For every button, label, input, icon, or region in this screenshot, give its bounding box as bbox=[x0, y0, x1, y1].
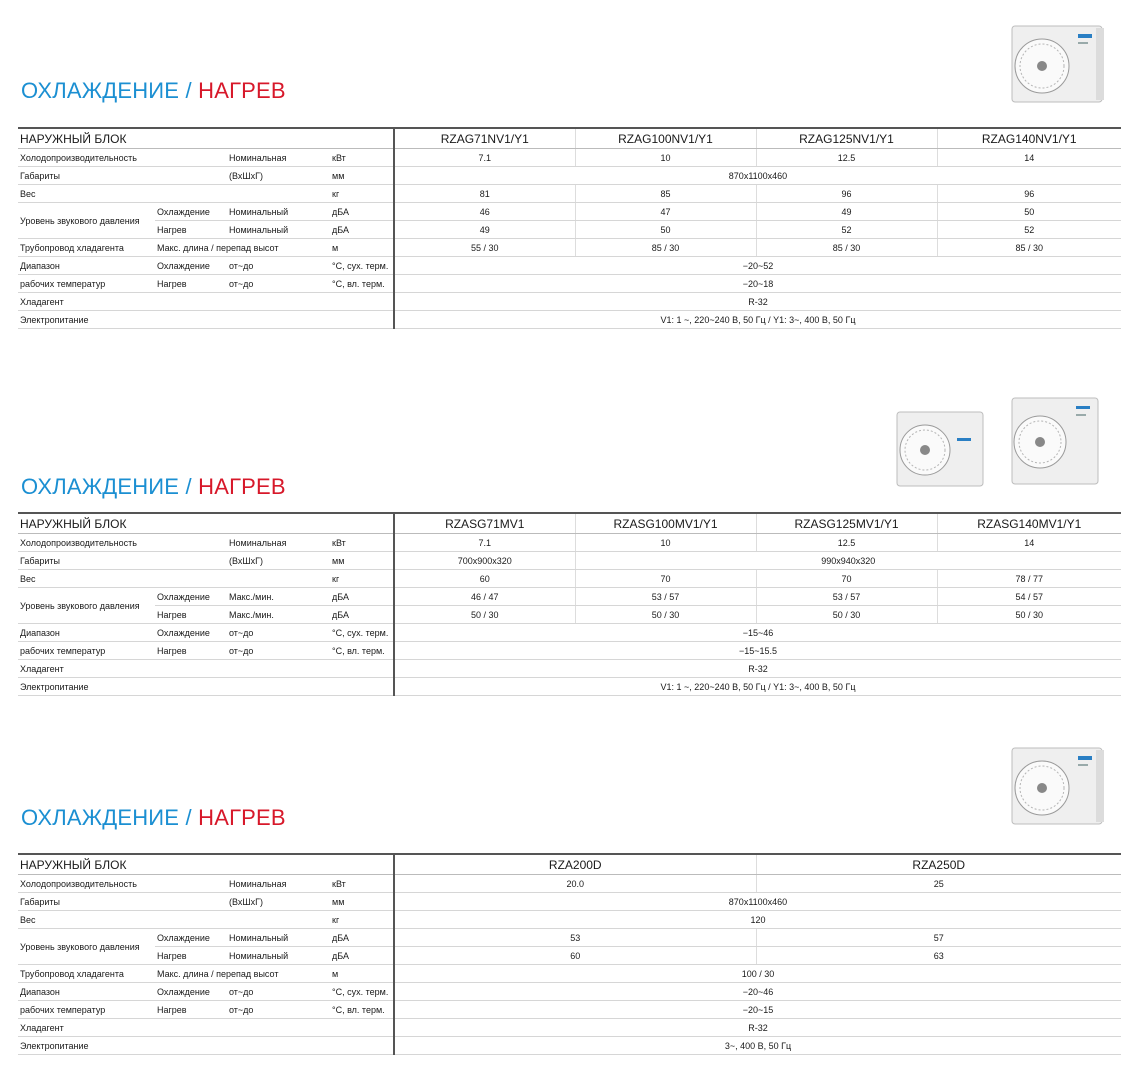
row-mode: Нагрев bbox=[155, 606, 227, 624]
cell-value: 63 bbox=[756, 947, 1121, 965]
cell-value: 870x1100x460 bbox=[394, 167, 1121, 185]
row-weight bbox=[18, 911, 1121, 929]
model-name: RZAG71NV1/Y1 bbox=[394, 128, 575, 149]
row-unit: °С, сух. терм. bbox=[330, 257, 394, 275]
row-label: Электропитание bbox=[18, 311, 394, 329]
row-label: Диапазон bbox=[18, 257, 155, 275]
cell-value: 85 bbox=[575, 185, 756, 203]
cell-value: 78 / 77 bbox=[937, 570, 1121, 588]
row-unit: м bbox=[330, 239, 394, 257]
cell-value: 52 bbox=[756, 221, 937, 239]
cell-value: 85 / 30 bbox=[756, 239, 937, 257]
row-label: Вес bbox=[18, 911, 330, 929]
row-piping bbox=[18, 965, 1121, 983]
row-unit: дБА bbox=[330, 203, 394, 221]
cell-value: 50 / 30 bbox=[937, 606, 1121, 624]
row-mode: Охлаждение bbox=[155, 257, 227, 275]
cell-value: 53 / 57 bbox=[756, 588, 937, 606]
cell-value: 50 bbox=[575, 221, 756, 239]
row-unit: мм bbox=[330, 167, 394, 185]
cell-value: 50 bbox=[937, 203, 1121, 221]
row-sublabel: от~до bbox=[227, 257, 330, 275]
row-refrigerant bbox=[18, 1019, 1121, 1037]
model-name: RZAG140NV1/Y1 bbox=[937, 128, 1121, 149]
row-unit: °С, сух. терм. bbox=[330, 624, 394, 642]
spec-table bbox=[18, 853, 1121, 1055]
row-unit: дБА bbox=[330, 606, 394, 624]
row-mode: Охлаждение bbox=[155, 929, 227, 947]
row-sublabel: от~до bbox=[227, 983, 330, 1001]
row-label: Вес bbox=[18, 185, 330, 203]
row-unit: °С, сух. терм. bbox=[330, 983, 394, 1001]
cell-value: 50 / 30 bbox=[756, 606, 937, 624]
cell-value: 10 bbox=[575, 149, 756, 167]
row-unit: м bbox=[330, 965, 394, 983]
row-sublabel: Макс. длина / перепад высот bbox=[155, 965, 330, 983]
model-name: RZASG71MV1 bbox=[394, 513, 575, 534]
model-name: RZASG100MV1/Y1 bbox=[575, 513, 756, 534]
row-unit: °С, вл. терм. bbox=[330, 642, 394, 660]
row-power bbox=[18, 1037, 1121, 1055]
cell-value: 47 bbox=[575, 203, 756, 221]
cell-value: 96 bbox=[756, 185, 937, 203]
row-unit: дБА bbox=[330, 221, 394, 239]
cell-value: 85 / 30 bbox=[937, 239, 1121, 257]
cell-value: 85 / 30 bbox=[575, 239, 756, 257]
row-unit: °С, вл. терм. bbox=[330, 275, 394, 293]
row-sublabel: Номинальный bbox=[227, 221, 330, 239]
cell-value: −15~46 bbox=[394, 624, 1121, 642]
cell-value: 12.5 bbox=[756, 534, 937, 552]
row-sublabel: Макс. длина / перепад высот bbox=[155, 239, 330, 257]
row-label: Вес bbox=[18, 570, 330, 588]
cell-value: 55 / 30 bbox=[394, 239, 575, 257]
header-label: НАРУЖНЫЙ БЛОК bbox=[18, 128, 394, 149]
cell-value: 14 bbox=[937, 149, 1121, 167]
row-sublabel: Номинальный bbox=[227, 947, 330, 965]
cell-value: 7.1 bbox=[394, 534, 575, 552]
cell-value: −15~15.5 bbox=[394, 642, 1121, 660]
row-mode: Охлаждение bbox=[155, 588, 227, 606]
table-header-row bbox=[18, 854, 1121, 875]
row-label: Хладагент bbox=[18, 660, 394, 678]
cell-value: 49 bbox=[394, 221, 575, 239]
row-sublabel: Номинальный bbox=[227, 929, 330, 947]
cell-value: 81 bbox=[394, 185, 575, 203]
cell-value: 70 bbox=[756, 570, 937, 588]
cell-value: V1: 1 ~, 220~240 В, 50 Гц / Y1: 3~, 400 В, 50 Гц bbox=[394, 678, 1121, 696]
row-unit: °С, вл. терм. bbox=[330, 1001, 394, 1019]
row-sound-heating bbox=[18, 947, 1121, 965]
row-sublabel: от~до bbox=[227, 624, 330, 642]
row-unit: мм bbox=[330, 552, 394, 570]
title-cooling: ОХЛАЖДЕНИЕ bbox=[21, 805, 180, 830]
cell-value: 870x1100x460 bbox=[394, 893, 1121, 911]
cell-value: 3~, 400 В, 50 Гц bbox=[394, 1037, 1121, 1055]
row-range-cooling bbox=[18, 983, 1121, 1001]
model-name: RZASG125MV1/Y1 bbox=[756, 513, 937, 534]
row-label: Холодопроизводительность bbox=[18, 149, 227, 167]
row-sublabel: Номинальный bbox=[227, 203, 330, 221]
model-name: RZASG140MV1/Y1 bbox=[937, 513, 1121, 534]
row-unit: дБА bbox=[330, 947, 394, 965]
row-label: Уровень звукового давления bbox=[18, 929, 155, 965]
row-label: Хладагент bbox=[18, 293, 394, 311]
row-sound-cooling bbox=[18, 929, 1121, 947]
model-name: RZA250D bbox=[756, 854, 1121, 875]
cell-value: 990x940x320 bbox=[575, 552, 1121, 570]
cell-value: R-32 bbox=[394, 1019, 1121, 1037]
row-label: Хладагент bbox=[18, 1019, 394, 1037]
row-mode: Нагрев bbox=[155, 1001, 227, 1019]
cell-value: 20.0 bbox=[394, 875, 756, 893]
row-label: Трубопровод хладагента bbox=[18, 239, 155, 257]
row-mode: Охлаждение bbox=[155, 203, 227, 221]
row-sublabel: от~до bbox=[227, 1001, 330, 1019]
row-mode: Нагрев bbox=[155, 642, 227, 660]
cell-value: 46 bbox=[394, 203, 575, 221]
title-heating: НАГРЕВ bbox=[198, 78, 286, 103]
row-mode: Нагрев bbox=[155, 947, 227, 965]
cell-value: 50 / 30 bbox=[394, 606, 575, 624]
row-unit: кг bbox=[330, 911, 394, 929]
row-unit: кВт bbox=[330, 534, 394, 552]
cell-value: 700x900x320 bbox=[394, 552, 575, 570]
row-label: Трубопровод хладагента bbox=[18, 965, 155, 983]
row-unit: кг bbox=[330, 570, 394, 588]
row-unit: кВт bbox=[330, 149, 394, 167]
cell-value: −20~52 bbox=[394, 257, 1121, 275]
row-label: Уровень звукового давления bbox=[18, 588, 155, 624]
row-unit: кВт bbox=[330, 875, 394, 893]
row-label: Электропитание bbox=[18, 678, 394, 696]
cell-value: 52 bbox=[937, 221, 1121, 239]
cell-value: V1: 1 ~, 220~240 В, 50 Гц / Y1: 3~, 400 В, 50 Гц bbox=[394, 311, 1121, 329]
title-heating: НАГРЕВ bbox=[198, 805, 286, 830]
row-sublabel: от~до bbox=[227, 642, 330, 660]
row-label: Уровень звукового давления bbox=[18, 203, 155, 239]
row-label: Габариты bbox=[18, 167, 227, 185]
cell-value: 46 / 47 bbox=[394, 588, 575, 606]
row-sublabel: Номинальная bbox=[227, 875, 330, 893]
row-sublabel: (ВхШхГ) bbox=[227, 552, 330, 570]
row-unit: дБА bbox=[330, 588, 394, 606]
header-label: НАРУЖНЫЙ БЛОК bbox=[18, 513, 394, 534]
cell-value: 50 / 30 bbox=[575, 606, 756, 624]
cell-value: −20~18 bbox=[394, 275, 1121, 293]
row-unit: мм bbox=[330, 893, 394, 911]
cell-value: 25 bbox=[756, 875, 1121, 893]
title-separator: / bbox=[179, 805, 199, 830]
header-label: НАРУЖНЫЙ БЛОК bbox=[18, 854, 394, 875]
row-label: рабочих температур bbox=[18, 642, 155, 660]
row-mode: Нагрев bbox=[155, 221, 227, 239]
row-unit: кг bbox=[330, 185, 394, 203]
cell-value: −20~15 bbox=[394, 1001, 1121, 1019]
title-cooling: ОХЛАЖДЕНИЕ bbox=[21, 474, 180, 499]
cell-value: 54 / 57 bbox=[937, 588, 1121, 606]
row-sublabel: Номинальная bbox=[227, 149, 330, 167]
model-name: RZA200D bbox=[394, 854, 756, 875]
cell-value: 7.1 bbox=[394, 149, 575, 167]
cell-value: 100 / 30 bbox=[394, 965, 1121, 983]
row-label: Диапазон bbox=[18, 983, 155, 1001]
title-cooling: ОХЛАЖДЕНИЕ bbox=[21, 78, 180, 103]
section-title bbox=[21, 805, 286, 831]
row-label: рабочих температур bbox=[18, 1001, 155, 1019]
outdoor-unit-image bbox=[1010, 746, 1106, 828]
cell-value: 57 bbox=[756, 929, 1121, 947]
model-name: RZAG100NV1/Y1 bbox=[575, 128, 756, 149]
cell-value: 120 bbox=[394, 911, 1121, 929]
cell-value: 10 bbox=[575, 534, 756, 552]
row-unit: дБА bbox=[330, 929, 394, 947]
cell-value: 60 bbox=[394, 570, 575, 588]
row-sublabel: от~до bbox=[227, 275, 330, 293]
row-label: Диапазон bbox=[18, 624, 155, 642]
title-heating: НАГРЕВ bbox=[198, 474, 286, 499]
row-label: Электропитание bbox=[18, 1037, 394, 1055]
cell-value: 53 bbox=[394, 929, 756, 947]
cell-value: 96 bbox=[937, 185, 1121, 203]
cell-value: 53 / 57 bbox=[575, 588, 756, 606]
cell-value: −20~46 bbox=[394, 983, 1121, 1001]
row-range-heating bbox=[18, 1001, 1121, 1019]
row-mode: Охлаждение bbox=[155, 983, 227, 1001]
row-mode: Охлаждение bbox=[155, 624, 227, 642]
cell-value: 12.5 bbox=[756, 149, 937, 167]
title-separator: / bbox=[179, 78, 199, 103]
row-label: Холодопроизводительность bbox=[18, 534, 227, 552]
row-sublabel: Макс./мин. bbox=[227, 606, 330, 624]
row-sublabel: (ВхШхГ) bbox=[227, 893, 330, 911]
row-label: рабочих температур bbox=[18, 275, 155, 293]
row-label: Габариты bbox=[18, 552, 227, 570]
cell-value: 14 bbox=[937, 534, 1121, 552]
row-label: Габариты bbox=[18, 893, 227, 911]
cell-value: R-32 bbox=[394, 293, 1121, 311]
row-label: Холодопроизводительность bbox=[18, 875, 227, 893]
row-capacity bbox=[18, 875, 1121, 893]
row-sublabel: (ВхШхГ) bbox=[227, 167, 330, 185]
row-sublabel: Номинальная bbox=[227, 534, 330, 552]
row-sublabel: Макс./мин. bbox=[227, 588, 330, 606]
cell-value: 49 bbox=[756, 203, 937, 221]
cell-value: 70 bbox=[575, 570, 756, 588]
row-mode: Нагрев bbox=[155, 275, 227, 293]
row-dimensions bbox=[18, 893, 1121, 911]
cell-value: R-32 bbox=[394, 660, 1121, 678]
model-name: RZAG125NV1/Y1 bbox=[756, 128, 937, 149]
cell-value: 60 bbox=[394, 947, 756, 965]
title-separator: / bbox=[179, 474, 199, 499]
